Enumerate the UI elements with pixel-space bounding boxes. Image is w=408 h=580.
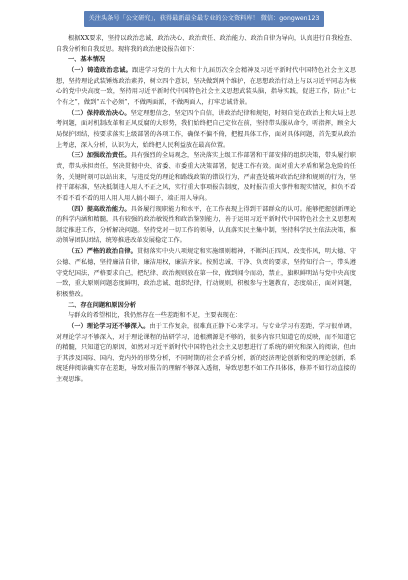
item-text-5: 贯彻落实中央八项规定和实施细则精神，不断纠正四风、改变作风，明大德、守公德、严私德，坚持廉洁自律，廉洁用权，廉洁齐家。按照忠诚、干净、负责的要求，坚持知行合一，带头遵守党纪国法，严格要求自己，把纪律、政治规则放在第一位，做到闻令而动，禁止，旗帜鲜明站与党中央高度一致，重大原则问题态度鲜明，政治忠诚、组织纪律，行动规则，积极参与主题教育，态度端正，面对问题，积极整改。 — [56, 248, 357, 298]
item-paragraph-3 — [56, 151, 356, 204]
section-heading-1: 一、基本情况 — [68, 56, 106, 64]
item-text-3: 具有强烈的全局观念，坚决落实上级工作部署和干部安排的组织决策，带头履行职责，带头承担责任，坚决贯彻中央、省委、市委重大决策部署，促进工作有效。面对重大矛盾和紧急危险的任务，关键时刻可以站出来，与违反党的理论和路线政策的错误行为，严肃查处破坏政治纪律和规则的行为，坚持干部标准，坚决抵制违人用人不正之风，实行重大事项报告制度，及时报告重大事件和现实情况，担负不看不看不看不看的用人用人用人搞小圈子，端正用人导向。 — [56, 152, 356, 202]
intro-paragraph: 根据XX要求，坚持以政治忠诚、政治决心、政治责任、政治能力、政治自律为导向，认真进行自我检查、自我分析和自我反思。现将我的政治建设报告如下： — [56, 35, 356, 53]
item-paragraph-4 — [56, 205, 356, 247]
item-text-4: 具备履行现职能力和水平，在工作表现上得到干部群众的认可。能够把握创新理论的科学内涵和精髓，具有较强的政治敏锐性和政治鉴别能力，善于运用习近平新时代中国特色社会主义思想观制定推进工作，分析解决问题。坚持党对一切工作的领导，认真落实民主集中制，坚持科学民主依法决策，推动领导团队团结，统筹推进改革发展稳定工作。 — [56, 205, 356, 245]
item-heading-1: （一）铸造政治忠诚。 — [68, 67, 133, 75]
document-body — [56, 34, 356, 386]
item-paragraph-1 — [56, 66, 356, 108]
promo-banner: 关注头条号「公文研究」，获得最新最全最专业的公文资料库！ 微信：gongwen123 — [84, 11, 324, 27]
item-paragraph-2 — [56, 109, 356, 151]
section-heading-2: 二、存在问题和原因分析 — [68, 301, 137, 309]
problem-text-1: 由于工作复杂，很难真正静下心来学习。与专业学习有差距，学习很单调，对理论学习不够深入，对于理论课程的钻研学习，追根溯源是不够的，很多内容只知道它的反映，而不知道它的精髓，只知道它的原因，如然对习近平新时代中国特色社会主义思想进行了系统的研究和深入的阅读，但由于其涉及国际、国内、党内外的形势分析，不同时期的社会矛盾分析，新的经济理论创新和党的理论创新，系统延伸阅读确实存在差距，导致对报告的理解不够深入透彻，导致思想不如工作具体体，修养不如行动直接的主观思维。 — [56, 323, 357, 384]
item-heading-2: （二）保持政治决心。 — [68, 109, 131, 117]
problem-heading-1: （一）理论学习还不够深入。 — [68, 323, 150, 331]
item-heading-3: （三）加强政治责任。 — [68, 152, 131, 160]
item-text-2: 坚定理想信念，坚定四个自信，讲政治纪律和规矩，时刻自觉在政治上和大局上思考问题，面对机制改革和正风反腐的大形势，我们始终把自己定位在前，坚持带头服从命令，听指挥，顾全大局保护团结，按要求落实上级部署的各项工作，确保不偏不倚，把握具体工作，面对具体问题，首先要从政治上考虑，深入分析，认识为大，始终把人民利益放在最高位置。 — [56, 109, 356, 149]
item-heading-4: （四）提高政治能力。 — [68, 205, 131, 213]
problem-paragraph-1 — [56, 322, 356, 386]
item-heading-5: （五）严格的政治自律。 — [68, 248, 137, 256]
section2-intro: 与群众的希望相比，我仍然存在一些差距和不足，主要表现在： — [68, 312, 242, 320]
item-text-1: 跟进学习党的十九大和十九届历次全会精神及习近平新时代中国特色社会主义思想，坚持理论武装锤炼政治素养，树立四个意识，坚决做到两个维护，在思想政治行动上与以习近平同志为核心的党中央高度一致，坚持用习近平新时代中国特色社会主义思想武装头脑，指导实践，促进工作，防止“七个有之”，做到“五个必须”，不做两面派，不做两面人，打牢忠诚背景。 — [56, 67, 357, 106]
item-paragraph-5 — [56, 247, 356, 300]
